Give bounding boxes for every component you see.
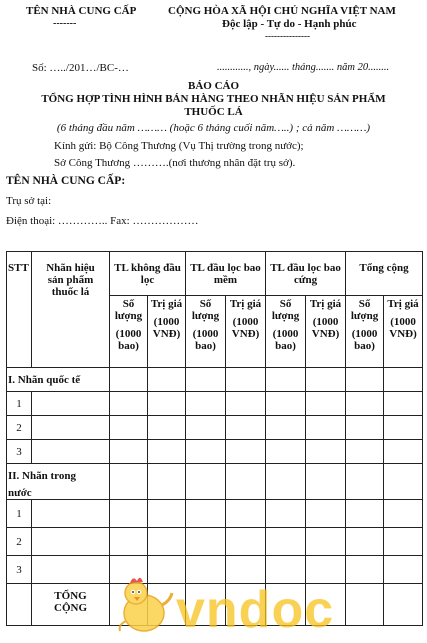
recipient-line2: Sở Công Thương ……….(nơi thương nhân đặt trụ sở). — [54, 157, 296, 169]
report-period: (6 tháng đầu năm ……… (hoặc 6 tháng cuối năm…..) ; cả năm ………) — [56, 122, 371, 134]
report-title-line1: TỔNG HỢP TÌNH HÌNH BÁN HÀNG THEO NHÃN HIỆU SẢN PHẨM — [41, 93, 386, 105]
subheader-qty: Số lượng (1000 bao) — [266, 296, 306, 368]
row-number: 2 — [7, 528, 32, 556]
row-number: 3 — [7, 440, 32, 464]
subheader-qty: Số lượng (1000 bao) — [186, 296, 226, 368]
supplier-name-label: TÊN NHÀ CUNG CẤP: — [6, 175, 126, 187]
section-row-domestic — [7, 464, 423, 500]
row-number: 1 — [7, 392, 32, 416]
header-non-filter: TL không đầu lọc — [110, 252, 186, 296]
header-stt: STT — [7, 252, 32, 368]
subheader-value: Trị giá (1000 VNĐ) — [306, 296, 346, 368]
subheader-value: Trị giá (1000 VNĐ) — [226, 296, 266, 368]
table-row — [7, 500, 423, 528]
header-brand: Nhãn hiệu sản phẩm thuốc lá — [32, 252, 110, 368]
supplier-header-dashes: ------- — [53, 18, 77, 29]
chicken-mascot-icon — [120, 578, 172, 631]
motto: Độc lập - Tự do - Hạnh phúc — [222, 18, 357, 30]
republic-title: CỘNG HÒA XÃ HỘI CHỦ NGHĨA VIỆT NAM — [168, 5, 396, 17]
report-kind: BÁO CÁO — [187, 80, 240, 92]
row-number: 1 — [7, 500, 32, 528]
office-label: Trụ sở tại: — [6, 195, 52, 207]
report-title-line2: THUỐC LÁ — [184, 106, 243, 118]
document-date: ............, ngày...... tháng....... năm 20........ — [217, 62, 390, 73]
section-domestic-label: II. Nhãn trong nước — [7, 464, 110, 500]
total-label: TỔNG CỘNG — [32, 584, 110, 626]
document-number: Số: …../201…/BC-… — [32, 62, 129, 74]
subheader-qty: Số lượng (1000 bao) — [110, 296, 148, 368]
section-row-international — [7, 368, 423, 392]
recipient-line1: Kính gửi: Bộ Công Thương (Vụ Thị trường trong nước); — [54, 140, 304, 152]
phone-fax: Điện thoại: ………….. Fax: ……………… — [6, 215, 199, 227]
header-filter-soft: TL đầu lọc bao mềm — [186, 252, 266, 296]
subheader-value: Trị giá (1000 VNĐ) — [148, 296, 186, 368]
header-filter-hard: TL đầu lọc bao cứng — [266, 252, 346, 296]
sales-summary-table — [6, 251, 423, 626]
row-number: 3 — [7, 556, 32, 584]
header-total: Tổng cộng — [346, 252, 423, 296]
vndoc-watermark-logo — [112, 571, 352, 639]
subheader-qty: Số lượng (1000 bao) — [346, 296, 384, 368]
row-number: 2 — [7, 416, 32, 440]
watermark-text: vndoc — [176, 581, 335, 639]
table-row — [7, 392, 423, 416]
subheader-value: Trị giá (1000 VNĐ) — [384, 296, 423, 368]
table-row — [7, 416, 423, 440]
table-row — [7, 528, 423, 556]
section-international-label: I. Nhãn quốc tế — [7, 368, 110, 392]
supplier-header-label: TÊN NHÀ CUNG CẤP — [26, 5, 137, 17]
motto-dashes: --------------- — [265, 31, 310, 41]
table-row — [7, 440, 423, 464]
